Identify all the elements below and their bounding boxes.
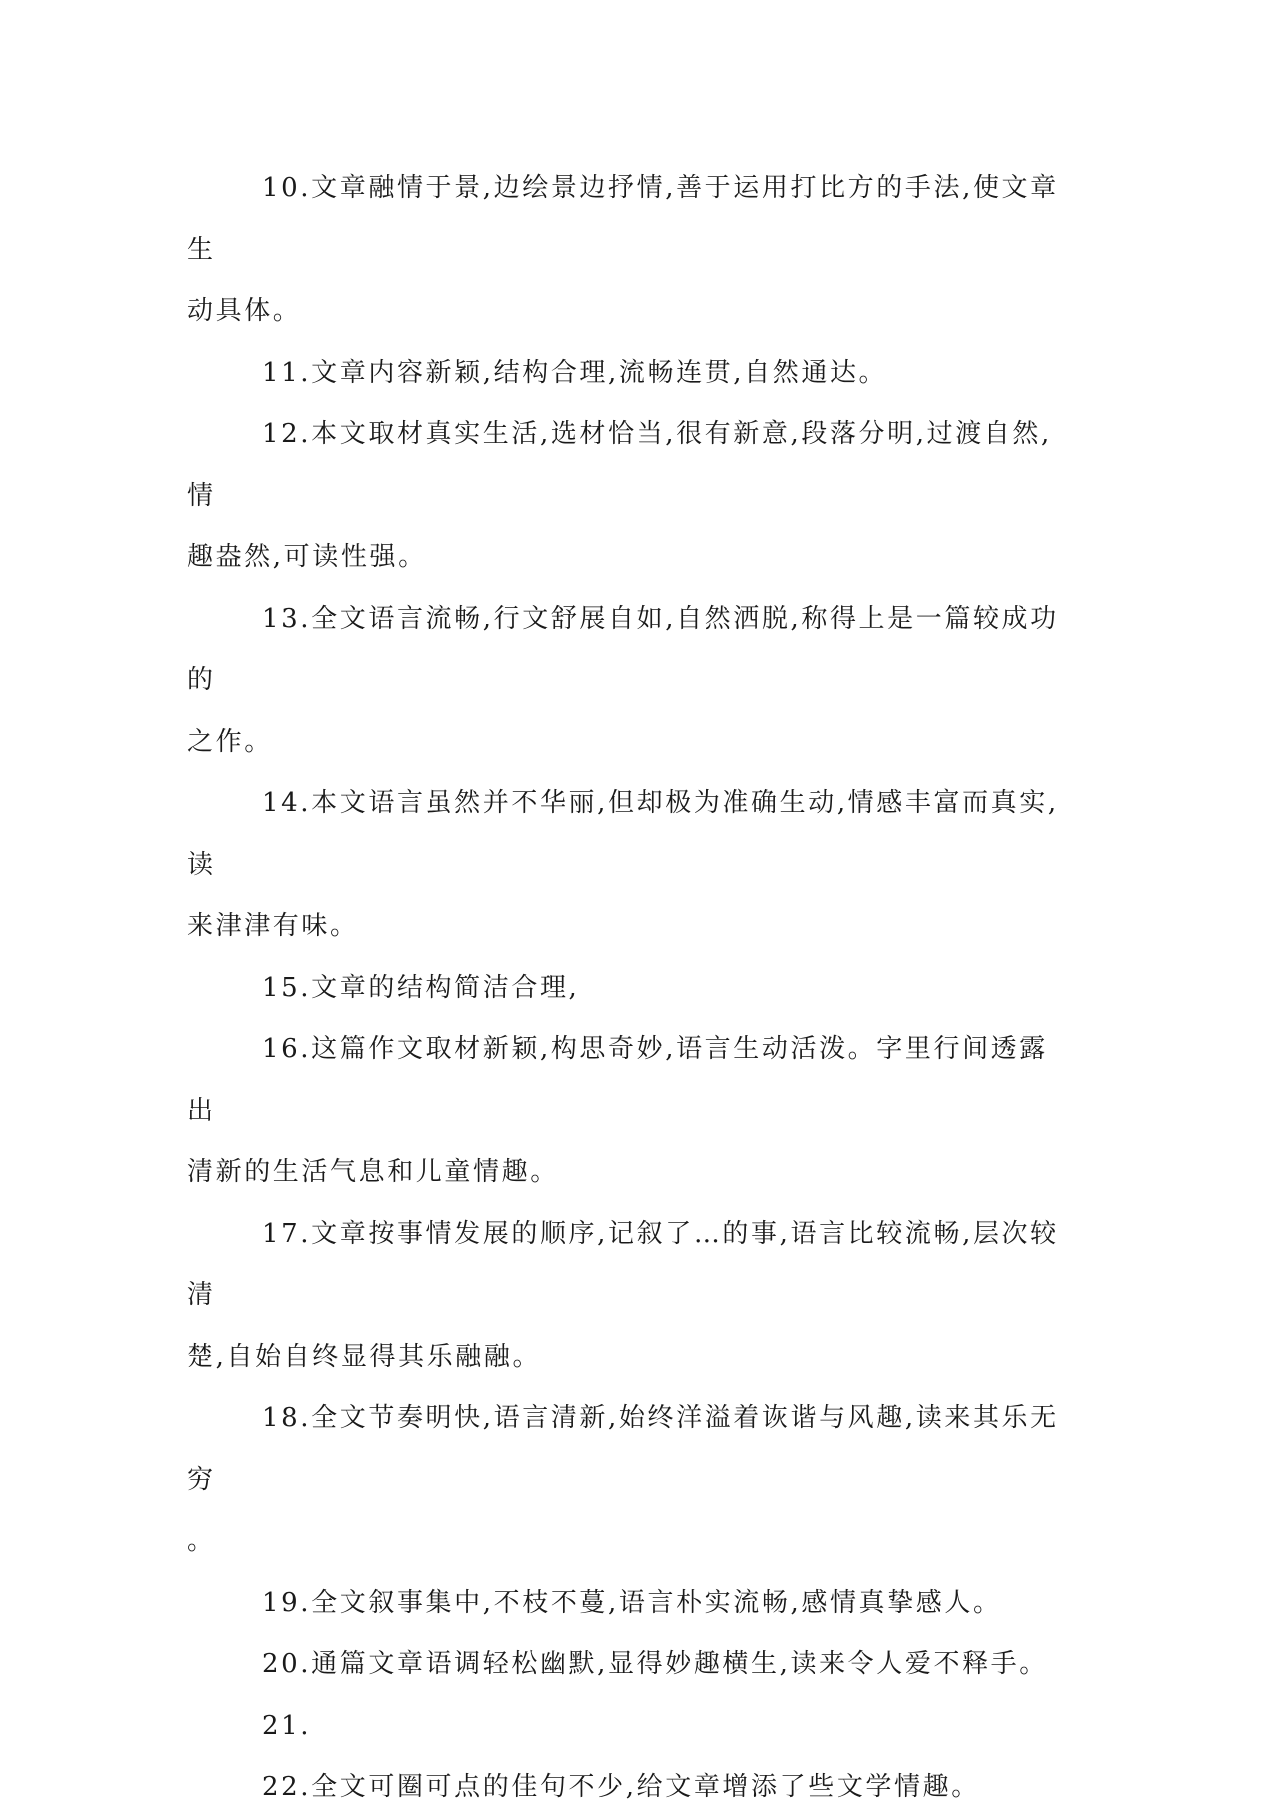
comment-paragraph-16 [187,1019,1072,1204]
paragraph-line: 19.全文叙事集中,不枝不蔓,语言朴实流畅,感情真挚感人。 [262,1587,1002,1618]
comment-paragraph-19 [187,1573,1072,1635]
comment-paragraph-10 [187,158,1072,343]
paragraph-line: 14.本文语言虽然并不华丽,但却极为准确生动,情感丰富而真实,读 [187,788,1059,880]
paragraph-line: 楚,自始自终显得其乐融融。 [187,1341,542,1372]
paragraph-line: 11.文章内容新颖,结构合理,流畅连贯,自然通达。 [262,357,888,388]
paragraph-line: 21. [262,1710,312,1741]
comment-paragraph-17 [187,1204,1072,1389]
comment-paragraph-11 [187,343,1072,405]
comment-paragraph-21 [187,1696,1072,1758]
paragraph-line: 16.这篇作文取材新颖,构思奇妙,语言生动活泼。字里行间透露出 [187,1034,1048,1126]
paragraph-line: 清新的生活气息和儿童情趣。 [187,1157,559,1187]
comment-paragraph-20 [187,1634,1072,1696]
paragraph-line: 12.本文取材真实生活,选材恰当,很有新意,段落分明,过渡自然,情 [187,419,1052,511]
paragraph-line: 动具体。 [187,296,302,326]
paragraph-line: 20.通篇文章语调轻松幽默,显得妙趣横生,读来令人爱不释手。 [262,1649,1048,1679]
paragraph-line: 。 [187,1526,216,1556]
comment-paragraph-12 [187,404,1072,589]
comment-paragraph-13 [187,589,1072,774]
paragraph-line: 15.文章的结构简洁合理, [262,972,580,1003]
comment-paragraph-15 [187,958,1072,1020]
comment-paragraph-18 [187,1388,1072,1573]
comment-paragraph-14 [187,773,1072,958]
document-body [187,158,1072,1819]
paragraph-line: 17.文章按事情发展的顺序,记叙了…的事,语言比较流畅,层次较清 [187,1218,1059,1310]
paragraph-line: 之作。 [187,726,273,757]
paragraph-line: 22.全文可圈可点的佳句不少,给文章增添了些文学情趣。 [262,1772,980,1802]
paragraph-line: 18.全文节奏明快,语言清新,始终洋溢着诙谐与风趣,读来其乐无穷 [187,1403,1059,1495]
paragraph-line: 13.全文语言流畅,行文舒展自如,自然洒脱,称得上是一篇较成功的 [187,603,1059,695]
paragraph-line: 来津津有味。 [187,911,359,941]
paragraph-line: 10.文章融情于景,边绘景边抒情,善于运用打比方的手法,使文章生 [187,173,1059,265]
comment-paragraph-22 [187,1757,1072,1819]
paragraph-line: 趣盎然,可读性强。 [187,542,427,572]
